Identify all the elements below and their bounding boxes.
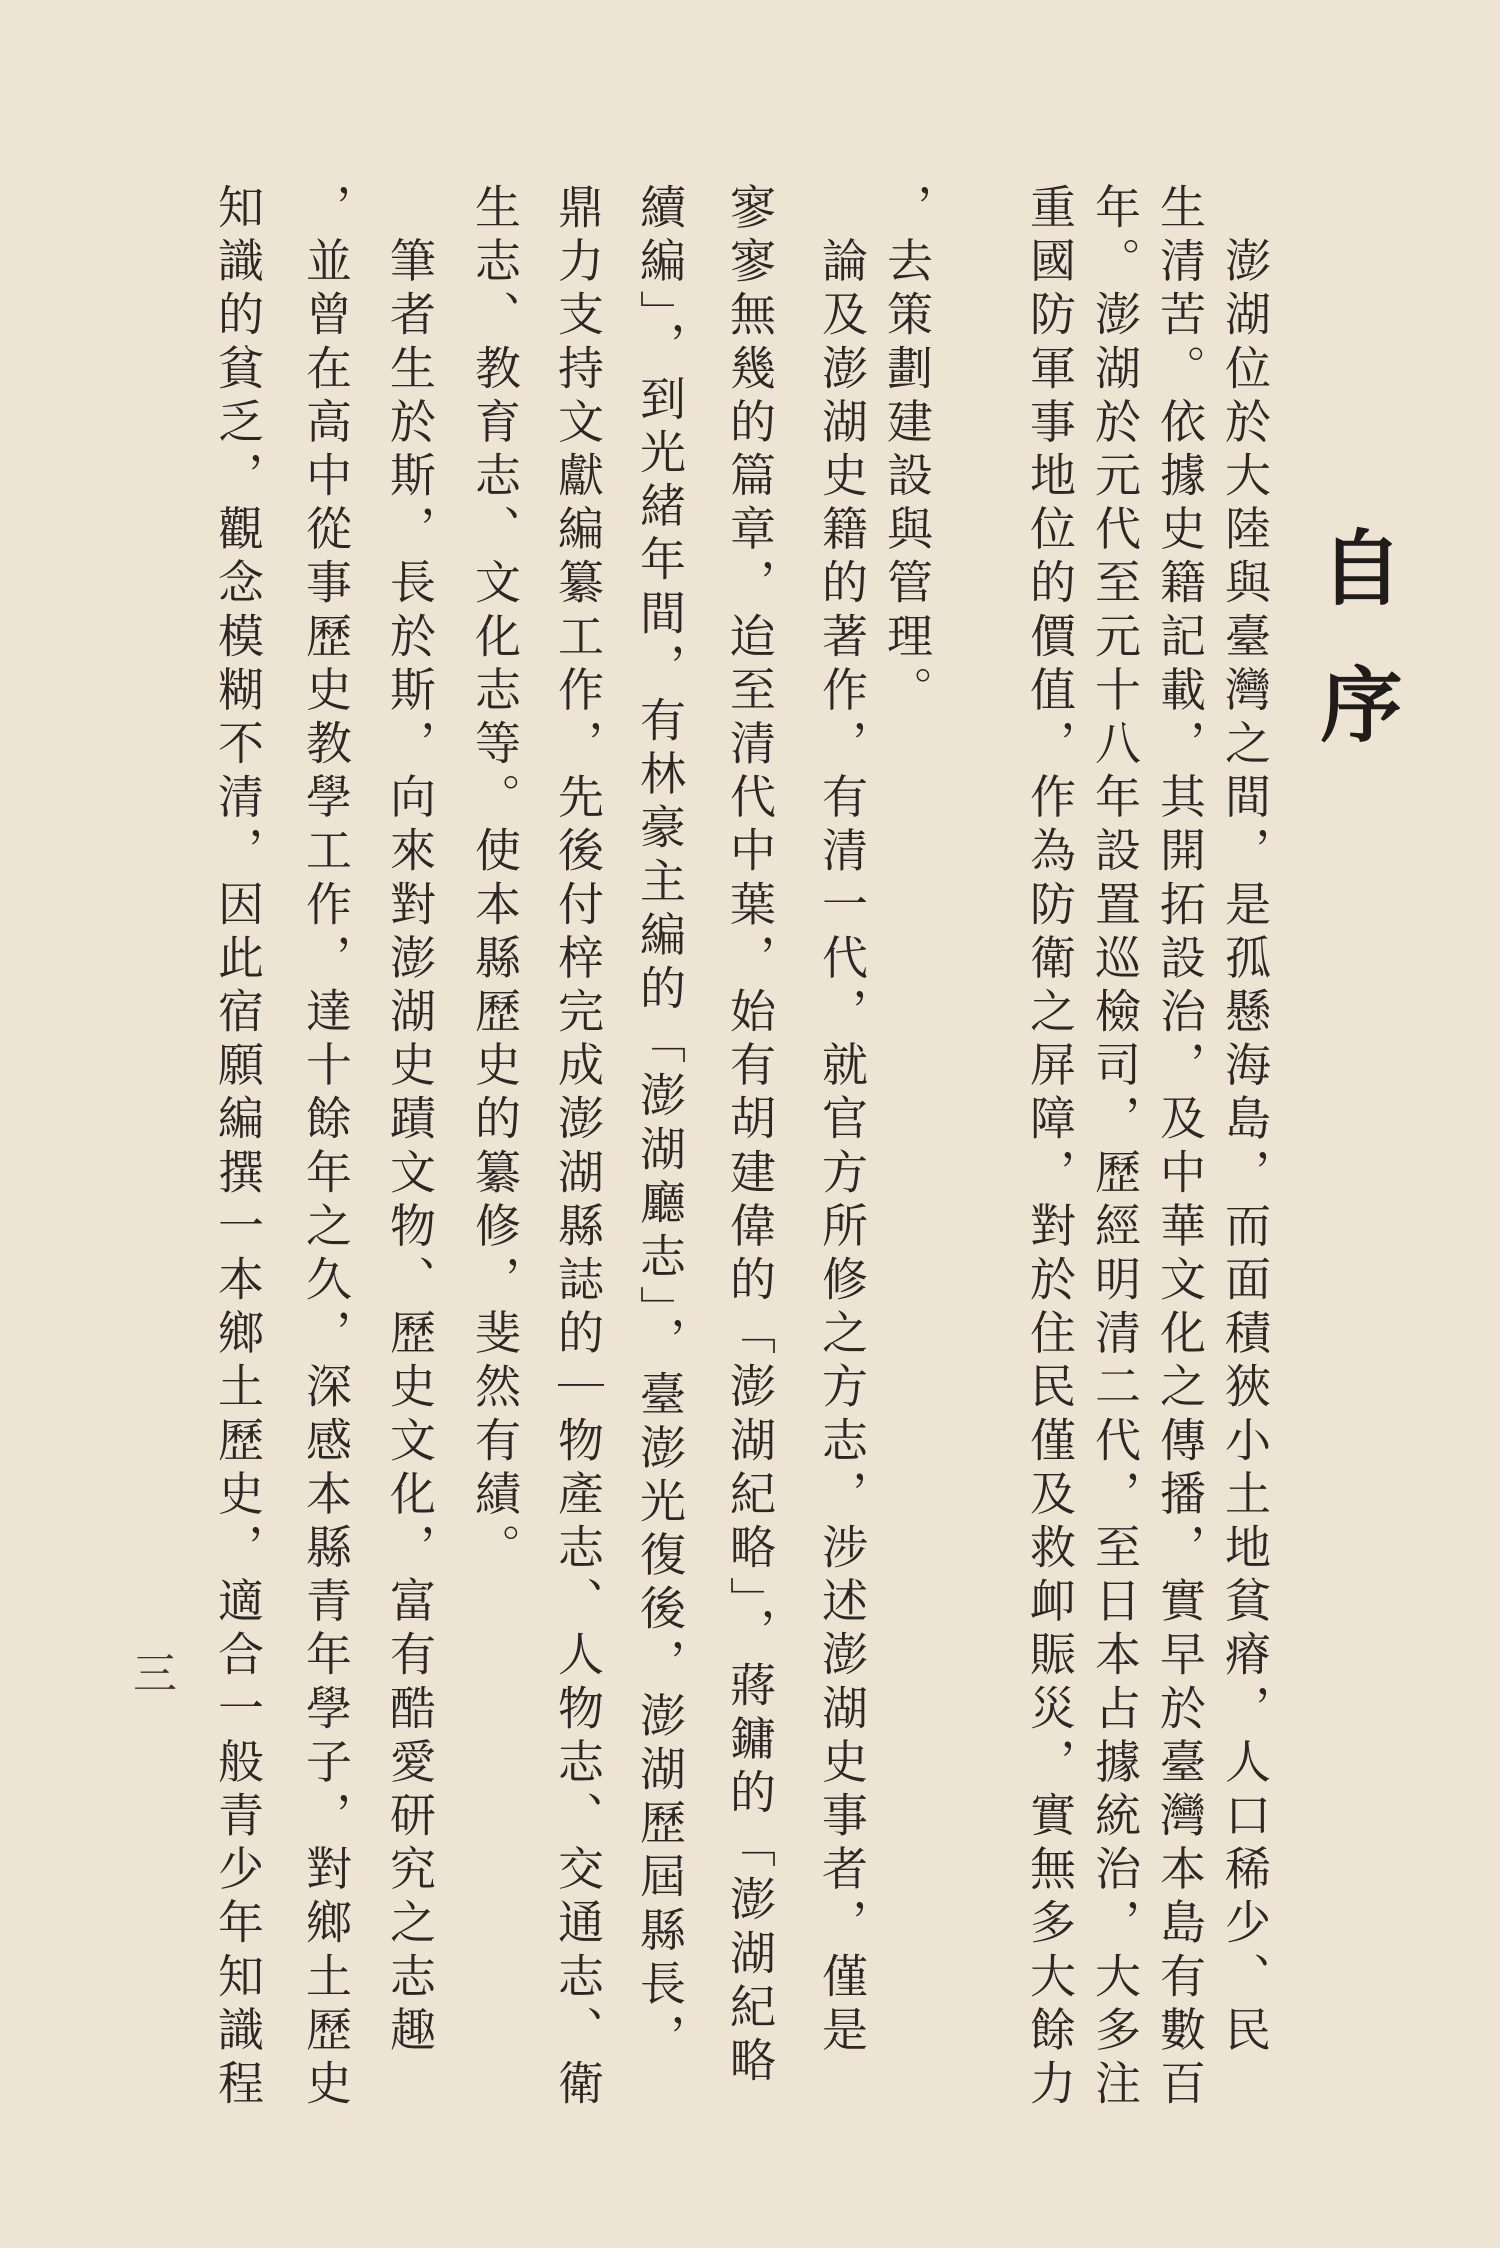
text-column-4: 重國防軍事地位的價值，作為防衛之屏障，對於住民僅及救卹賑災，實無多大餘力 [1023, 183, 1077, 2113]
text-column-6: 論及澎湖史籍的著作，有清一代，就官方所修之方志，涉述澎湖史事者，僅是 [815, 183, 869, 2059]
text-column-7: 寥寥無幾的篇章，迨至清代中葉，始有胡建偉的「澎湖紀略」，蔣鏞的「澎湖紀略 [723, 183, 777, 2090]
text-column-8: 續編」，到光緒年間，有林豪主編的「澎湖廳志」，臺澎光復後，澎湖歷屆縣長， [633, 183, 687, 2067]
text-column-3: 年。澎湖於元代至元十八年設置巡檢司，歷經明清二代，至日本占據統治，大多注 [1088, 183, 1142, 2113]
page-title: 自序 [1307, 525, 1403, 799]
text-column-10: 生志、教育志、文化志等。使本縣歷史的纂修，斐然有績。 [468, 183, 522, 1577]
text-column-13: 知識的貧乏，觀念模糊不清，因此宿願編撰一本鄉土歷史，適合一般青少年知識程 [211, 183, 265, 2113]
page-number: 三 [125, 1650, 176, 1694]
text-column-5: ，去策劃建設與管理。 [880, 183, 934, 719]
text-column-11: 筆者生於斯，長於斯，向來對澎湖史蹟文物、歷史文化，富有酷愛研究之志趣 [383, 183, 437, 2059]
text-column-1: 澎湖位於大陸與臺灣之間，是孤懸海島，而面積狹小土地貧瘠，人口稀少、民 [1218, 183, 1272, 2059]
text-column-9: 鼎力支持文獻編纂工作，先後付梓完成澎湖縣誌的｜物產志、人物志、交通志、衛 [551, 183, 605, 2113]
text-column-2: 生清苦。依據史籍記載，其開拓設治，及中華文化之傳播，實早於臺灣本島有數百 [1153, 183, 1207, 2113]
text-column-12: ，並曾在高中從事歷史教學工作，達十餘年之久，深感本縣青年學子，對鄉土歷史 [299, 183, 353, 2113]
